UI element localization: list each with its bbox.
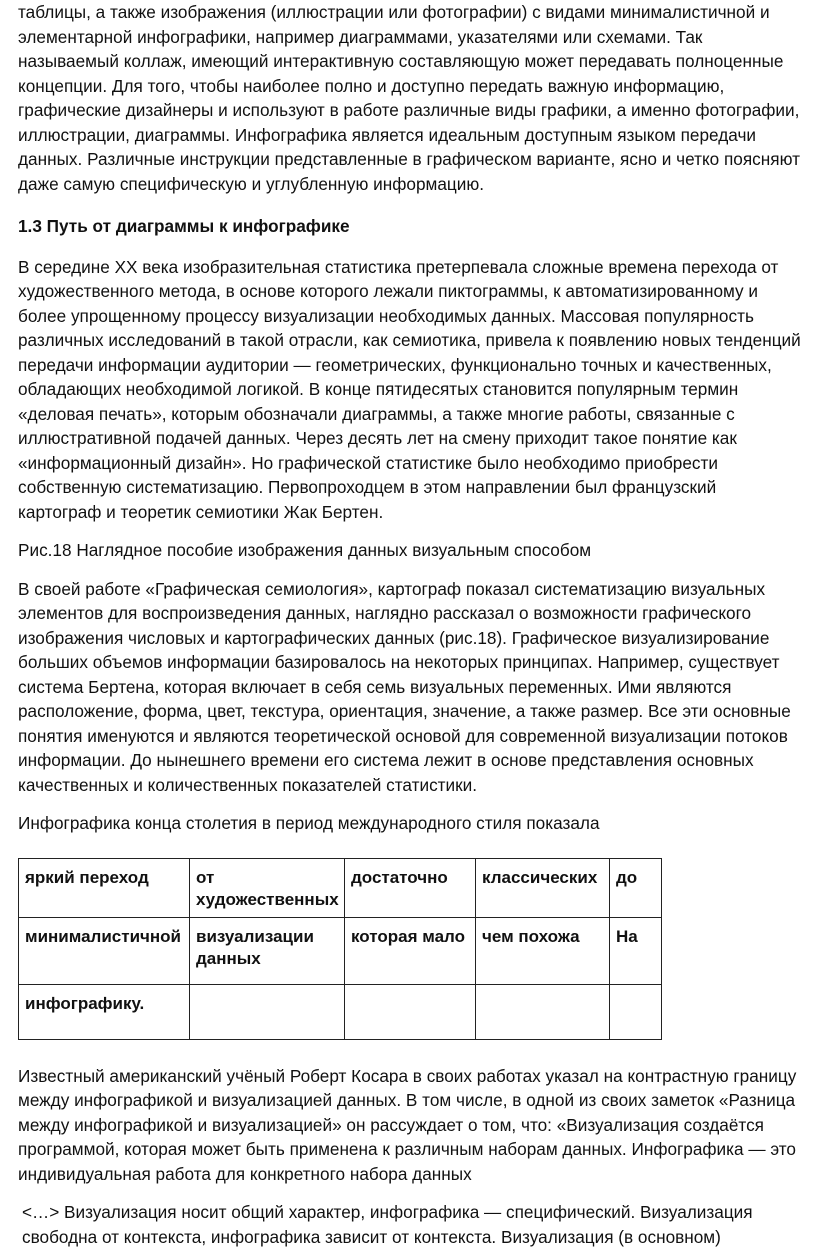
table-cell: чем похожа — [476, 917, 610, 984]
paragraph-bertin: В своей работе «Графическая семиология», картограф показал систематизацию визуальных элементов для воспроизведения данных, наглядно рассказал о возможности графического изображения числовых и картографических данных (рис.18). Графическое визуализирование больших объемов информации базировалось на некоторых принципах. Например, существует система Бертена, которая включает в себя семь визуальных переменных. Ими являются расположение, форма, цвет, текстура, ориентация, значение, а также размер. Все эти основные понятия именуются и являются теоретической основой для современной визуализации потоков информации. До нынешнего времени его система лежит в основе представления основных качественных и количественных показателей статистики. — [18, 578, 791, 795]
infographic-table — [18, 858, 662, 1040]
paragraph-kosara: Известный американский учёный Роберт Косара в своих работах указал на контрастную границу между инфографикой и визуализацией данных. В том числе, в одной из своих заметок «Разница между инфографикой и визуализацией» он рассуждает о том, что: «Визуализация создаётся программой, которая может быть применена к различным наборам данных. Инфографика — это индивидуальная работа для конкретного набора данных — [18, 1065, 797, 1184]
table-row — [19, 858, 662, 917]
table-row — [19, 917, 662, 984]
table-row — [19, 984, 662, 1039]
section-heading: 1.3 Путь от диаграммы к инфографике — [18, 216, 350, 236]
table-cell — [610, 984, 662, 1039]
table-cell: На — [610, 917, 662, 984]
table-cell — [476, 984, 610, 1039]
table-cell: инфографику. — [19, 984, 190, 1039]
figure-caption: Рис.18 Наглядное пособие изображения данных визуальным способом — [18, 540, 592, 560]
table-cell: до — [610, 858, 662, 917]
table-cell — [345, 984, 476, 1039]
table-cell: классических — [476, 858, 610, 917]
table-cell: яркий переход — [19, 858, 190, 917]
paragraph-table-intro: Инфографика конца столетия в период международного стиля показала — [18, 813, 600, 833]
table-cell: минималистичной — [19, 917, 190, 984]
paragraph-intro: таблицы, а также изображения (иллюстрации или фотографии) с видами минималистичной и элементарной инфографики, например диаграммами, указателями или схемами. Так называемый коллаж, имеющий интерактивную составляющую может передавать полноценные концепции. Для того, чтобы наиболее полно и доступно передать важную информацию, графические дизайнеры и используют в работе различные виды графики, а именно фотографии, иллюстрации, диаграммы. Инфографика является идеальным доступным языком передачи данных. Различные инструкции представленные в графическом варианте, ясно и четко поясняют даже самую специфическую и углубленную информацию. — [18, 2, 800, 194]
paragraph-quote: <…> Визуализация носит общий характер, инфографика — специфический. Визуализация свободна от контекста, инфографика зависит от контекста. Визуализация (в основном) — [22, 1202, 753, 1247]
table-cell: достаточно — [345, 858, 476, 917]
table-cell: которая мало — [345, 917, 476, 984]
paragraph-history: В середине XX века изобразительная статистика претерпевала сложные времена перехода от художественного метода, в основе которого лежали пиктограммы, к автоматизированному и более упрощенному процессу визуализации необходимых данных. Массовая популярность различных исследований в такой отрасли, как семиотика, привела к появлению новых тенденций передачи информации аудитории — геометрических, функционально точных и качественных, обладающих необходимой логикой. В конце пятидесятых становится популярным термин «деловая печать», которым обозначали диаграммы, а также многие работы, связанные с иллюстративной подачей данных. Через десять лет на смену приходит такое понятие как «информационный дизайн». Но графической статистике было необходимо приобрести собственную систематизацию. Первопроходцем в этом направлении был французский картограф и теоретик семиотики Жак Бертен. — [18, 256, 801, 522]
table-cell: визуализации данных — [190, 917, 345, 984]
table-cell — [190, 984, 345, 1039]
table-cell: от художественных — [190, 858, 345, 917]
document-page — [18, 0, 803, 1249]
